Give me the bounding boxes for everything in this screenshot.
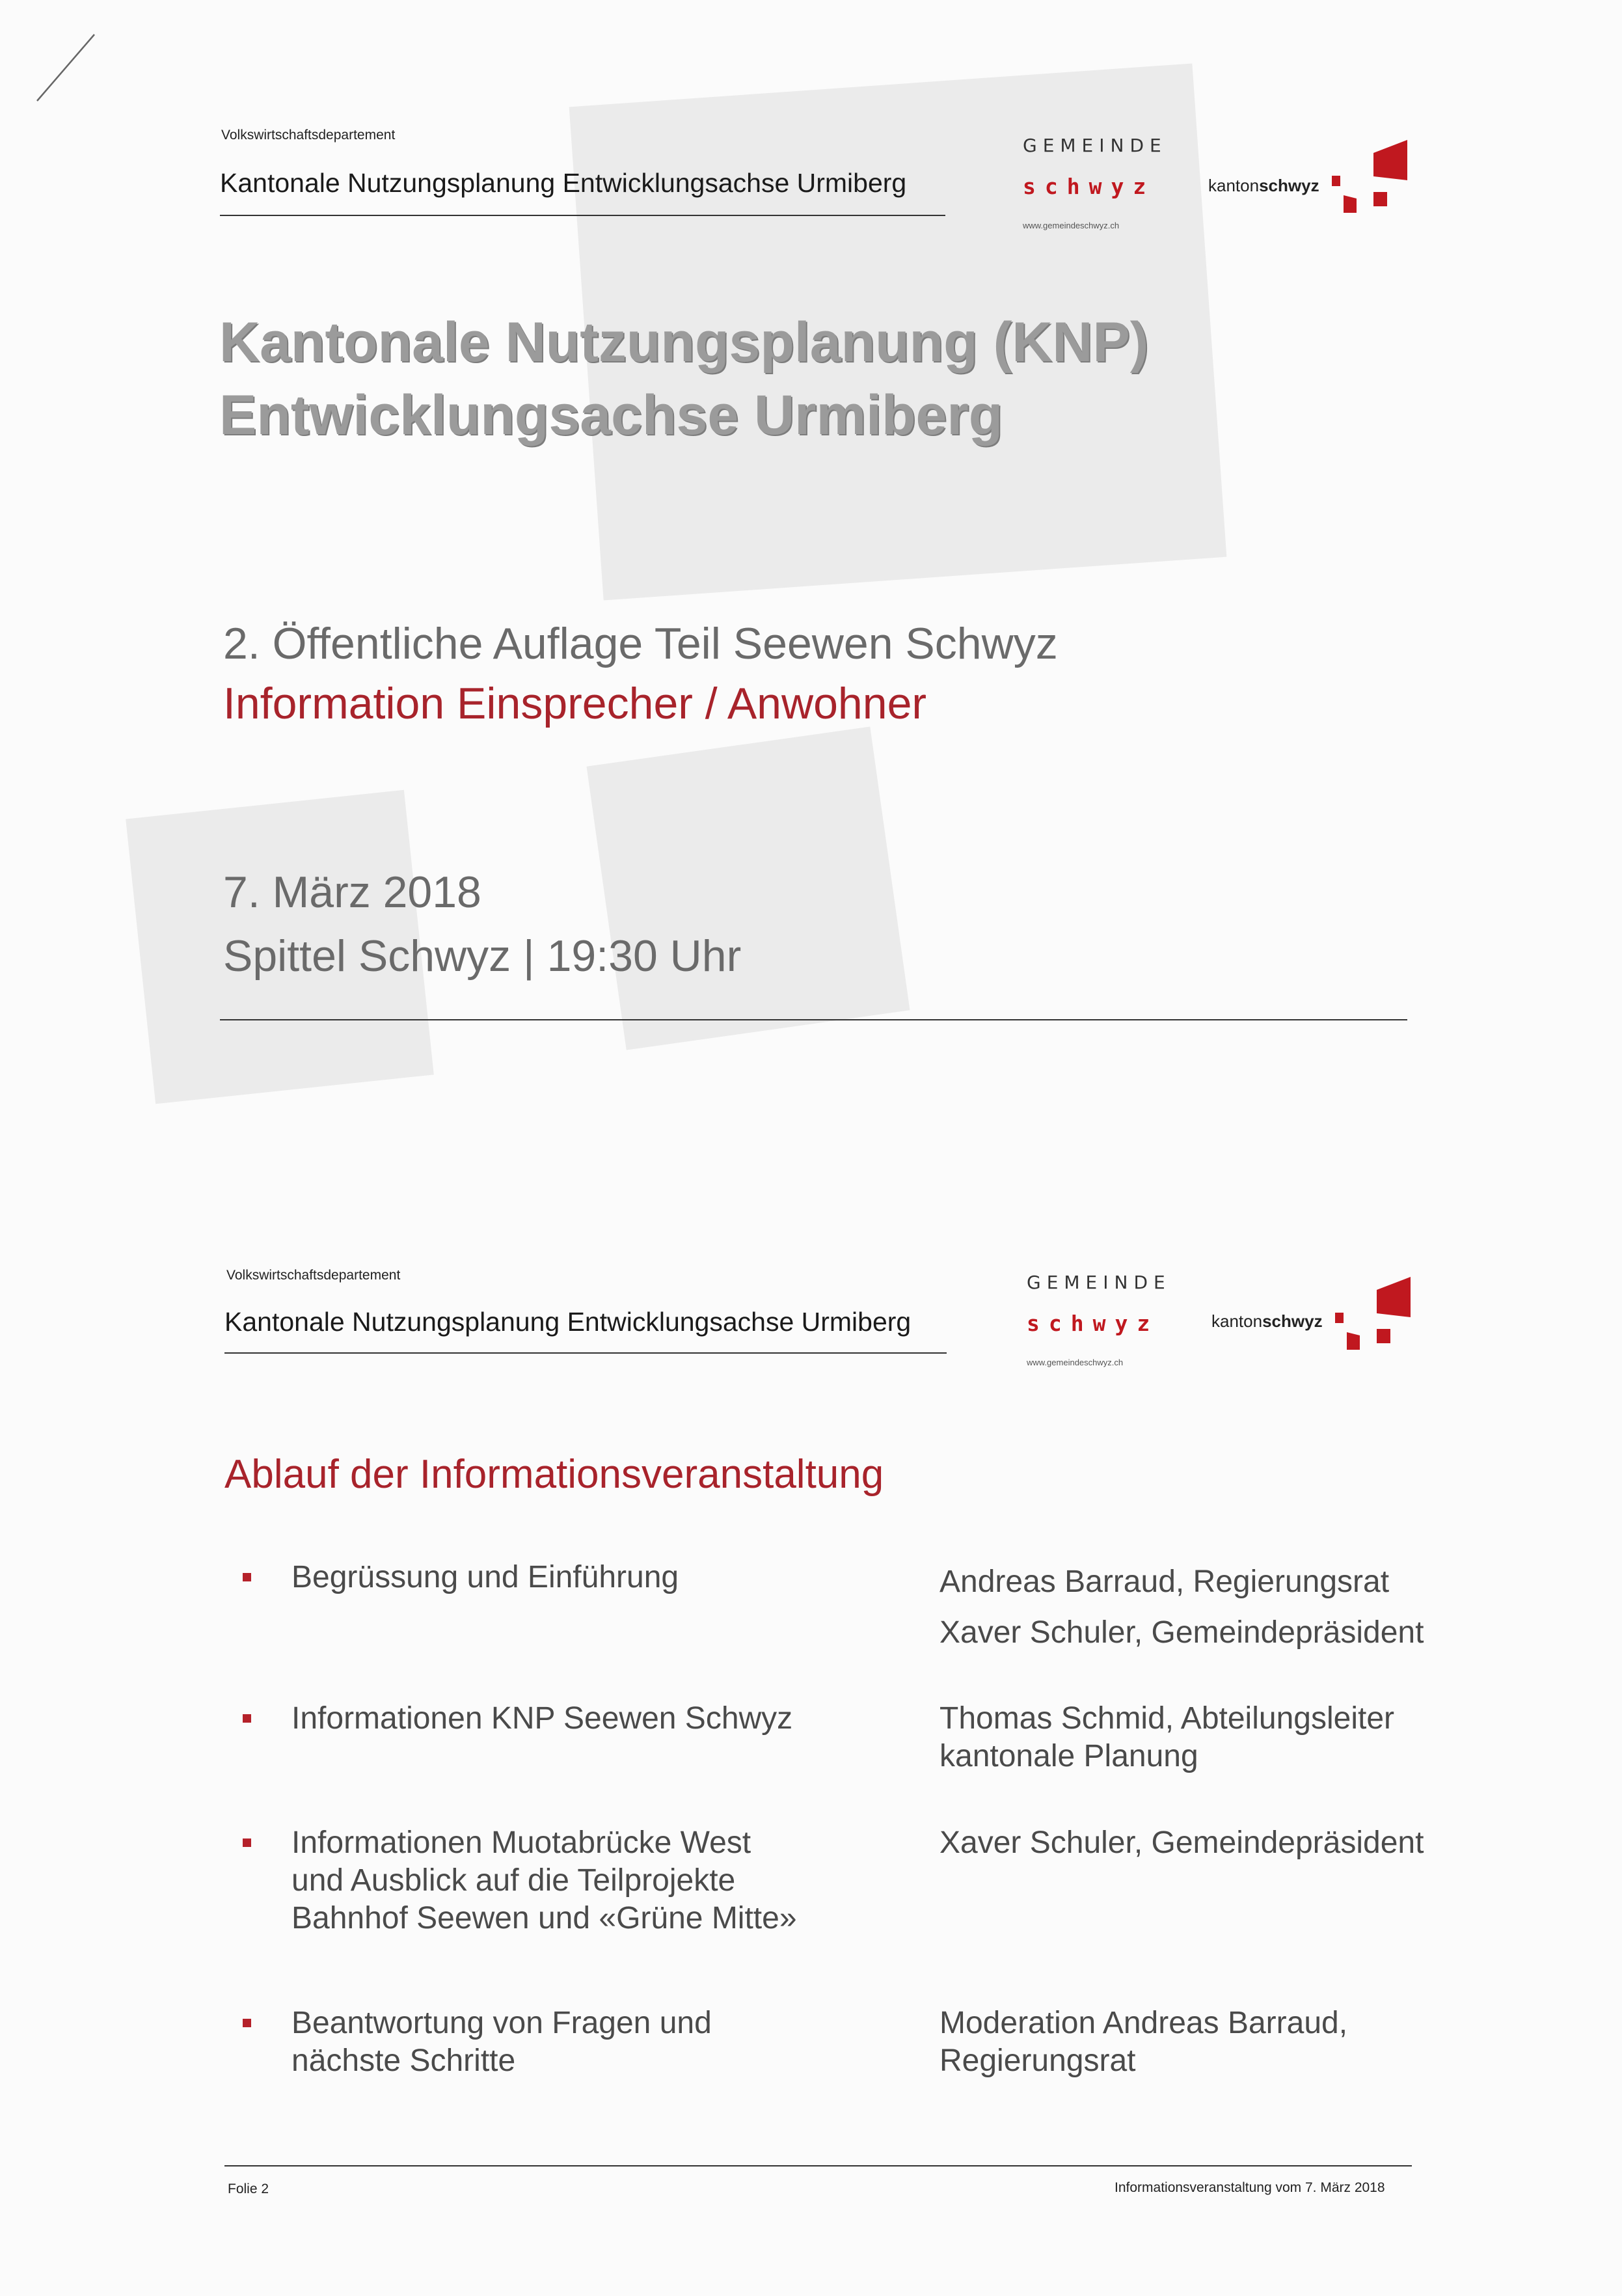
bullet-icon — [243, 1838, 251, 1847]
gemeinde-label: GEMEINDE — [1023, 135, 1167, 156]
header-divider — [224, 1352, 947, 1354]
agenda-speaker: Xaver Schuler, Gemeindepräsident — [939, 1825, 1424, 1860]
agenda-speaker: Andreas Barraud, Regierungsrat Xaver Schuler, Gemeindepräsident — [939, 1565, 1424, 1650]
agenda-topic: Beantwortung von Fragen und nächste Schritte — [291, 2006, 712, 2078]
agenda-topic: Informationen Muotabrücke West und Ausblick auf die Teilprojekte Bahnhof Seewen und «Grüne Mitte» — [291, 1825, 797, 1935]
agenda-speaker: Moderation Andreas Barraud, Regierungsrat — [939, 2006, 1348, 2078]
main-title — [219, 306, 1148, 452]
title-slide — [0, 0, 1622, 1106]
event-venue-time: Spittel Schwyz | 19:30 Uhr — [223, 931, 742, 981]
kanton-prefix: kanton — [1208, 176, 1260, 195]
department-label: Volkswirtschaftsdepartement — [221, 128, 396, 143]
main-title-line-1: Kantonale Nutzungsplanung (KNP) — [219, 311, 1149, 374]
section-title: Ablauf der Informationsveranstaltung — [224, 1452, 884, 1497]
kanton-name: schwyz — [1262, 1311, 1323, 1331]
agenda-slide — [0, 1237, 1622, 2213]
slide-number: Folie 2 — [228, 2181, 269, 2196]
gemeinde-logo-name: schwyz — [1023, 174, 1156, 199]
subtitle-highlight: Information Einsprecher / Anwohner — [223, 679, 927, 728]
kanton-emblem-icon — [1318, 140, 1415, 238]
background-shape — [587, 727, 910, 1050]
main-title-line-2: Entwicklungsachse Urmiberg — [219, 384, 1003, 446]
footer-divider — [224, 2165, 1412, 2166]
kanton-prefix: kanton — [1211, 1311, 1263, 1331]
event-date: 7. März 2018 — [223, 868, 481, 917]
footer-event-label: Informationsveranstaltung vom 7. März 2018 — [1115, 2180, 1385, 2195]
bullet-icon — [243, 2019, 251, 2027]
kanton-logo-text — [1208, 176, 1319, 196]
header-title: Kantonale Nutzungsplanung Entwicklungsachse Urmiberg — [220, 168, 907, 198]
kanton-logo-text — [1211, 1311, 1323, 1332]
gemeinde-url: www.gemeindeschwyz.ch — [1027, 1358, 1124, 1367]
bullet-icon — [243, 1573, 251, 1581]
header-divider — [220, 215, 945, 216]
kanton-name: schwyz — [1259, 176, 1319, 195]
subtitle: 2. Öffentliche Auflage Teil Seewen Schwyz — [223, 619, 1058, 668]
kanton-emblem-icon — [1321, 1277, 1418, 1374]
gemeinde-label: GEMEINDE — [1027, 1272, 1171, 1293]
department-label: Volkswirtschaftsdepartement — [226, 1268, 401, 1283]
agenda-topic: Informationen KNP Seewen Schwyz — [291, 1701, 793, 1736]
bullet-icon — [243, 1714, 251, 1723]
gemeinde-logo-name: schwyz — [1027, 1311, 1159, 1336]
agenda-topic: Begrüssung und Einführung — [291, 1560, 679, 1594]
gemeinde-url: www.gemeindeschwyz.ch — [1023, 221, 1120, 230]
footer-divider — [220, 1019, 1407, 1020]
agenda-speaker: Thomas Schmid, Abteilungsleiter kantonale Planung — [939, 1701, 1394, 1773]
pen-stroke-mark — [29, 29, 101, 107]
header-title: Kantonale Nutzungsplanung Entwicklungsachse Urmiberg — [224, 1307, 912, 1337]
